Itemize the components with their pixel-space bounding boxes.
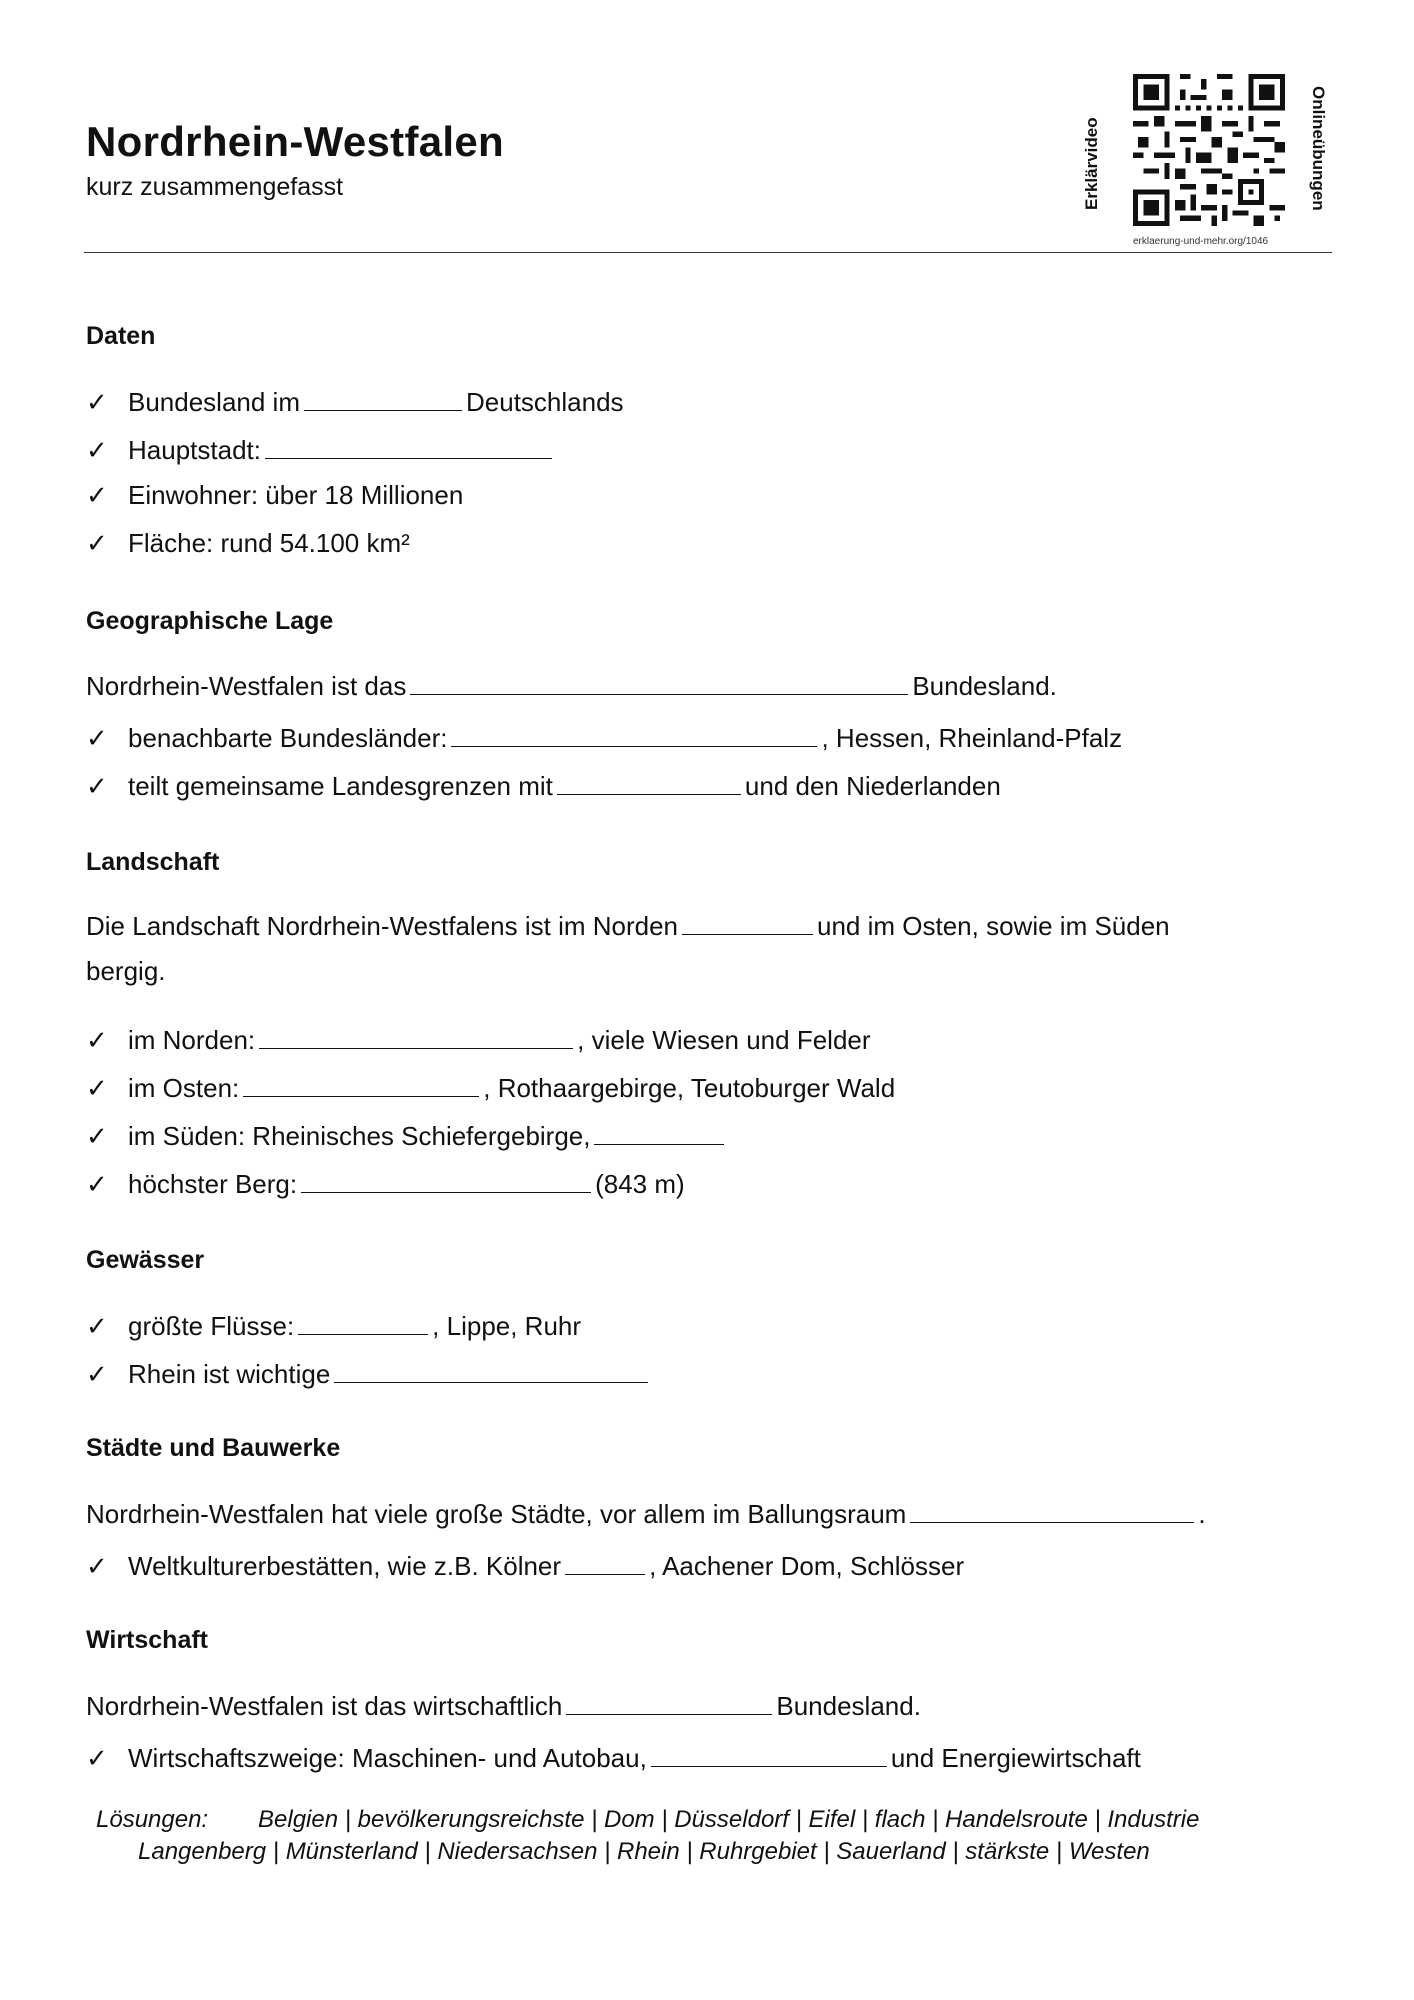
- check-icon: ✓: [86, 1121, 108, 1151]
- paragraph: Die Landschaft Nordrhein-Westfalens ist im Norden und im Osten, sowie im Süden: [86, 908, 1170, 942]
- heading-lage: Geographische Lage: [86, 607, 334, 635]
- heading-landschaft: Landschaft: [86, 848, 220, 876]
- list-item: ✓ im Osten: , Rothaargebirge, Teutoburger Wald: [86, 1070, 895, 1104]
- paragraph: Nordrhein-Westfalen hat viele große Städte, vor allem im Ballungsraum .: [86, 1496, 1206, 1530]
- check-icon: ✓: [86, 480, 108, 510]
- heading-daten: Daten: [86, 322, 156, 350]
- blank-field[interactable]: [557, 768, 741, 795]
- qr-code-icon[interactable]: [1133, 74, 1285, 226]
- check-icon: ✓: [86, 387, 108, 417]
- heading-wirtschaft: Wirtschaft: [86, 1626, 209, 1654]
- check-icon: ✓: [86, 1311, 108, 1341]
- check-icon: ✓: [86, 723, 108, 753]
- list-item: ✓ Wirtschaftszweige: Maschinen- und Autobau, und Energiewirtschaft: [86, 1740, 1141, 1774]
- list-item: ✓ teilt gemeinsame Landesgrenzen mit und den Niederlanden: [86, 768, 1001, 802]
- list-item: ✓ im Süden: Rheinisches Schiefergebirge,: [86, 1118, 728, 1152]
- list-item: ✓ Hauptstadt:: [86, 432, 556, 466]
- solutions-line-2: Langenberg | Münsterland | Niedersachsen | Rhein | Ruhrgebiet | Sauerland | stärkste | Westen: [138, 1838, 1150, 1865]
- blank-field[interactable]: [651, 1740, 887, 1767]
- blank-field[interactable]: [410, 668, 908, 695]
- check-icon: ✓: [86, 528, 108, 558]
- blank-field[interactable]: [334, 1356, 648, 1383]
- list-item: ✓ Rhein ist wichtige: [86, 1356, 652, 1390]
- list-item: ✓ größte Flüsse: , Lippe, Ruhr: [86, 1308, 581, 1342]
- check-icon: ✓: [86, 435, 108, 465]
- check-icon: ✓: [86, 1073, 108, 1103]
- check-icon: ✓: [86, 1025, 108, 1055]
- list-item: ✓ Fläche: rund 54.100 km²: [86, 528, 410, 558]
- blank-field[interactable]: [304, 384, 462, 411]
- check-icon: ✓: [86, 1551, 108, 1581]
- blank-field[interactable]: [265, 432, 552, 459]
- list-item: ✓ Einwohner: über 18 Millionen: [86, 480, 464, 510]
- solutions-label: Lösungen:: [96, 1806, 209, 1833]
- blank-field[interactable]: [301, 1166, 591, 1193]
- list-item: ✓ Weltkulturerbestätten, wie z.B. Kölner , Aachener Dom, Schlösser: [86, 1548, 964, 1582]
- qr-url: erklaerung-und-mehr.org/1046: [1133, 236, 1269, 247]
- blank-field[interactable]: [682, 908, 813, 935]
- header-divider: [84, 252, 1332, 253]
- blank-field[interactable]: [259, 1022, 573, 1049]
- qr-label-video: Erklärvideo: [1082, 117, 1101, 210]
- check-icon: ✓: [86, 771, 108, 801]
- paragraph: Nordrhein-Westfalen ist das wirtschaftlich Bundesland.: [86, 1688, 921, 1722]
- qr-label-exercises: Onlineübungen: [1309, 86, 1328, 211]
- blank-field[interactable]: [451, 720, 817, 747]
- list-item: ✓ Bundesland im Deutschlands: [86, 384, 624, 418]
- list-item: ✓ benachbarte Bundesländer: , Hessen, Rheinland-Pfalz: [86, 720, 1122, 754]
- blank-field[interactable]: [594, 1118, 724, 1145]
- blank-field[interactable]: [566, 1688, 772, 1715]
- check-icon: ✓: [86, 1743, 108, 1773]
- blank-field[interactable]: [298, 1308, 428, 1335]
- blank-field[interactable]: [565, 1548, 645, 1575]
- heading-staedte: Städte und Bauwerke: [86, 1434, 341, 1462]
- blank-field[interactable]: [243, 1070, 479, 1097]
- check-icon: ✓: [86, 1359, 108, 1389]
- heading-gewaesser: Gewässer: [86, 1246, 205, 1274]
- page-subtitle: kurz zusammengefasst: [86, 173, 344, 201]
- page-title: Nordrhein-Westfalen: [86, 118, 504, 165]
- paragraph-continued: bergig.: [86, 956, 166, 986]
- check-icon: ✓: [86, 1169, 108, 1199]
- list-item: ✓ im Norden: , viele Wiesen und Felder: [86, 1022, 871, 1056]
- blank-field[interactable]: [910, 1496, 1194, 1523]
- paragraph: Nordrhein-Westfalen ist das Bundesland.: [86, 668, 1057, 702]
- solutions-line-1: Belgien | bevölkerungsreichste | Dom | Düsseldorf | Eifel | flach | Handelsroute | Industrie: [258, 1806, 1200, 1833]
- list-item: ✓ höchster Berg: (843 m): [86, 1166, 685, 1200]
